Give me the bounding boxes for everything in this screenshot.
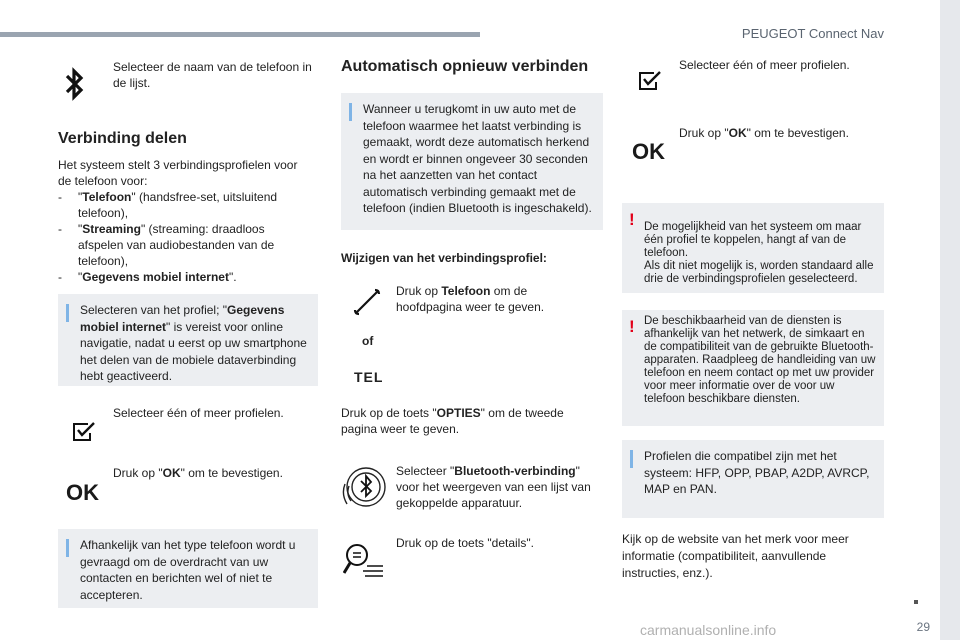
info-icon bbox=[66, 304, 69, 322]
warning-note-services: ! De beschikbaarheid van de diensten is afhankelijk van het netwerk, de simkaart en de compatibiliteit van de gebruikte Bluetooth-apparaten. Raadpleeg de handleiding van uw telefoon en neem contact op met uw provider voor meer informatie over de voor uw telefoon beschikbare diensten. bbox=[622, 310, 884, 426]
ok-button-icon: OK bbox=[66, 480, 99, 505]
step-select-profiles: Selecteer één of meer profielen. bbox=[113, 406, 284, 420]
step-confirm-ok: Druk op "OK" om te bevestigen. bbox=[113, 466, 283, 480]
ok-button-icon: OK bbox=[632, 139, 665, 164]
details-list-icon bbox=[343, 540, 385, 587]
tel-button-icon: TEL bbox=[354, 369, 384, 385]
step-press-phone: Druk op Telefoon om de hoofdpagina weer te geven. bbox=[396, 284, 545, 314]
info-icon bbox=[66, 539, 69, 557]
section-title-verbinding-delen: Verbinding delen bbox=[58, 130, 187, 147]
warning-icon: ! bbox=[629, 210, 635, 229]
step-select-bt-connection: Selecteer "Bluetooth-verbinding" voor het weergeven van een lijst van gekoppelde apparatuur. bbox=[396, 464, 591, 510]
intro-line: Het systeem stelt 3 verbindingsprofielen voor de telefoon voor: bbox=[58, 158, 298, 188]
step-confirm-ok-2: Druk op "OK" om te bevestigen. bbox=[679, 126, 849, 140]
profile-list bbox=[58, 189, 308, 285]
list-item: - "Telefoon" (handsfree-set, uitsluitend telefoon), bbox=[58, 189, 308, 221]
info-note-reconnect: Wanneer u terugkomt in uw auto met de telefoon waarmee het laatst verbinding is gemaakt, wordt deze automatisch herkend en wordt er binnen ongeveer 30 seconden na het aanzetten van het contact automatisch verbinding gemaakt met de telefoon (indien Bluetooth is ingeschakeld). bbox=[341, 93, 603, 230]
bluetooth-icon bbox=[64, 66, 86, 107]
section-title-auto-reconnect: Automatisch opnieuw verbinden bbox=[341, 58, 589, 75]
checkbox-icon bbox=[638, 70, 662, 97]
website-info: Kijk op de website van het merk voor meer informatie (compatibiliteit, aanvullende instructies, enz.). bbox=[622, 532, 849, 580]
checkbox-icon bbox=[72, 421, 96, 448]
watermark: carmanualsonline.info bbox=[640, 622, 777, 638]
list-item: - "Streaming" (streaming: draadloos afspelen van audiobestanden van de telefoon), bbox=[58, 221, 308, 269]
or-label: of bbox=[362, 334, 374, 348]
page-edge-strip bbox=[940, 0, 960, 640]
info-icon bbox=[349, 103, 352, 121]
info-note-compatible-profiles: Profielen die compatibel zijn met het systeem: HFP, OPP, PBAP, A2DP, AVRCP, MAP en PAN. bbox=[622, 440, 884, 518]
step-press-options: Druk op de toets "OPTIES" om de tweede pagina weer te geven. bbox=[341, 406, 564, 436]
info-icon bbox=[630, 450, 633, 468]
warning-note-profile: ! De mogelijkheid van het systeem om maar één profiel te koppelen, hangt af van de telefoon. Als dit niet mogelijk is, worden standaard alle drie de verbindingsprofielen geselecteerd. bbox=[622, 203, 884, 293]
intro-text bbox=[58, 157, 308, 285]
subheading-change-profile: Wijzigen van het verbindingsprofiel: bbox=[341, 251, 547, 265]
step-press-details: Druk op de toets "details". bbox=[396, 536, 534, 550]
page-number: 29 bbox=[916, 620, 930, 634]
step-select-phone: Selecteer de naam van de telefoon in de lijst. bbox=[113, 60, 312, 90]
phone-handset-icon bbox=[353, 288, 381, 321]
header-bar bbox=[0, 32, 480, 37]
page-marker bbox=[914, 600, 918, 604]
info-note-contacts: Afhankelijk van het type telefoon wordt u gevraagd om de overdracht van uw contacten en berichten wel of niet te accepteren. bbox=[58, 529, 318, 608]
header-title: PEUGEOT Connect Nav bbox=[741, 26, 884, 41]
list-item: - "Gegevens mobiel internet". bbox=[58, 269, 308, 285]
warning-icon: ! bbox=[629, 317, 635, 336]
step-select-profiles-2: Selecteer één of meer profielen. bbox=[679, 58, 850, 72]
bluetooth-touch-icon bbox=[341, 464, 387, 515]
info-note-mobile-data: Selecteren van het profiel; "Gegevens mobiel internet" is vereist voor online navigatie, nadat u eerst op uw smartphone het delen van de mobiele dataverbinding hebt geactiveerd. bbox=[58, 294, 318, 386]
